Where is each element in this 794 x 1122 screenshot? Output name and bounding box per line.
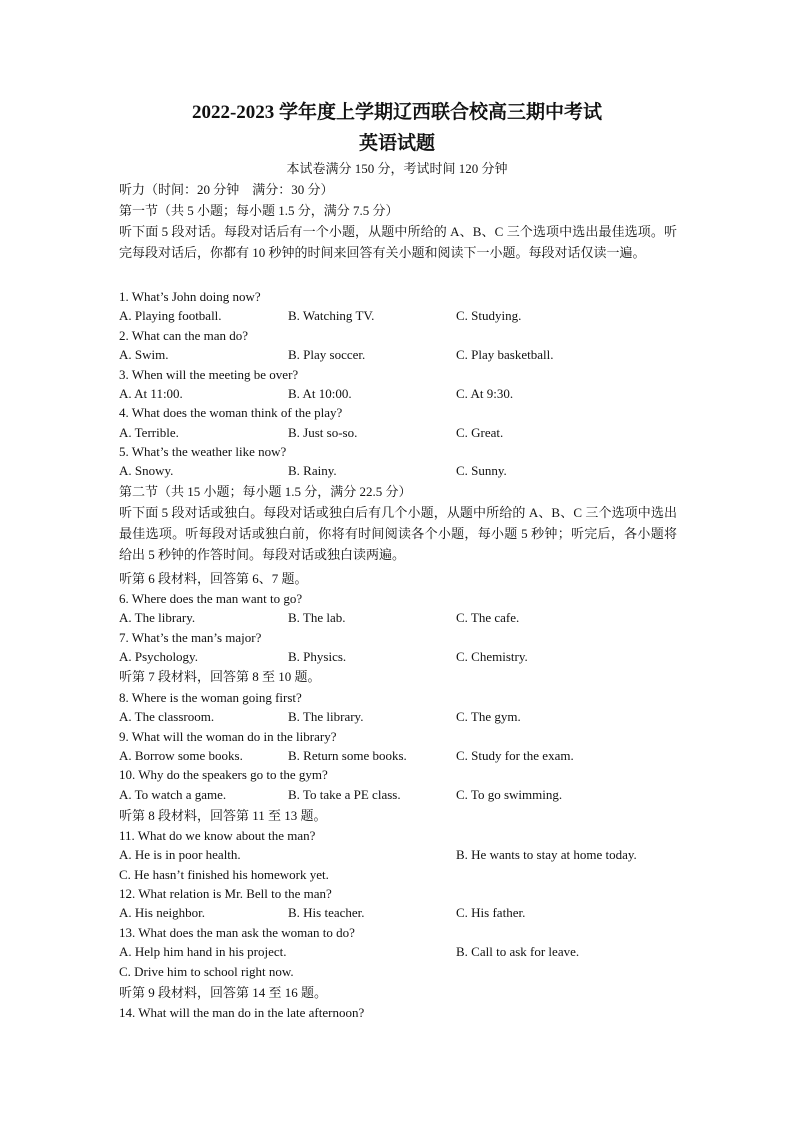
option-c: C. The cafe. (456, 610, 520, 625)
option-b: B. Rainy. (288, 463, 337, 478)
option-a: A. His neighbor. (119, 905, 205, 920)
option-a: A. Borrow some books. (119, 748, 243, 763)
options-6 (119, 608, 719, 627)
options-4 (119, 423, 719, 442)
option-b: B. At 10:00. (288, 386, 352, 401)
options-2 (119, 345, 719, 364)
question-1: 1. What’s John doing now? (119, 289, 261, 304)
listening-header: 听力（时间：20 分钟 满分：30 分） (119, 182, 334, 197)
option-b: B. He wants to stay at home today. (456, 847, 637, 862)
question-12: 12. What relation is Mr. Bell to the man? (119, 886, 332, 901)
option-c: C. Great. (456, 425, 504, 440)
material-7-heading: 听第 7 段材料，回答第 8 至 10 题。 (119, 669, 321, 684)
option-c: C. Sunny. (456, 463, 507, 478)
option-a: A. Playing football. (119, 308, 222, 323)
options-10 (119, 785, 719, 804)
option-b: B. Call to ask for leave. (456, 944, 580, 959)
option-b: B. Just so-so. (288, 425, 358, 440)
exam-info: 本试卷满分 150 分，考试时间 120 分钟 (286, 161, 508, 176)
option-b: B. His teacher. (288, 905, 365, 920)
exam-subtitle: 英语试题 (358, 133, 435, 154)
option-c: C. Study for the exam. (456, 748, 574, 763)
option-b: B. Play soccer. (288, 347, 366, 362)
option-c: C. Chemistry. (456, 649, 528, 664)
options-9 (119, 746, 719, 765)
section2-instructions: 听下面 5 段对话或独白。每段对话或独白后有几个小题，从题中所给的 A、B、C 三个选项中选出最佳选项。听每段对话或独白前，你将有时间阅读各个小题，每小题 5 秒钟；听完后，各小题将给出 5 秒钟的作答时间。每段对话或独白读两遍。 (119, 505, 677, 562)
option-b: B. Watching TV. (288, 308, 375, 323)
section2-header: 第二节（共 15 小题；每小题 1.5 分，满分 22.5 分） (119, 484, 412, 499)
option-c: C. The gym. (456, 709, 521, 724)
question-10: 10. Why do the speakers go to the gym? (119, 767, 328, 782)
exam-title: 2022-2023 学年度上学期辽西联合校高三期中考试 (191, 102, 603, 123)
option-b: B. Return some books. (288, 748, 407, 763)
options-1 (119, 306, 719, 325)
option-a: A. Psychology. (119, 649, 198, 664)
question-8: 8. Where is the woman going first? (119, 690, 302, 705)
option-b: B. Physics. (288, 649, 347, 664)
section1-header: 第一节（共 5 小题；每小题 1.5 分，满分 7.5 分） (119, 203, 399, 218)
section1-instructions: 听下面 5 段对话。每段对话后有一个小题，从题中所给的 A、B、C 三个选项中选出最佳选项。听完每段对话后，你都有 10 秒钟的时间来回答有关小题和阅读下一小题。每段对话仅读一遍。 (119, 224, 677, 260)
question-4: 4. What does the woman think of the play? (119, 405, 343, 420)
question-5: 5. What’s the weather like now? (119, 444, 287, 459)
option-b: B. To take a PE class. (288, 787, 401, 802)
option-c: C. To go swimming. (456, 787, 563, 802)
option-a: A. The classroom. (119, 709, 215, 724)
option-a: A. Snowy. (119, 463, 174, 478)
options-8 (119, 707, 719, 726)
option-c: C. Drive him to school right now. (119, 964, 294, 979)
option-c: C. His father. (456, 905, 526, 920)
option-a: A. Help him hand in his project. (119, 944, 287, 959)
option-b: B. The library. (288, 709, 364, 724)
option-a: A. Swim. (119, 347, 169, 362)
option-c: C. He hasn’t finished his homework yet. (119, 867, 329, 882)
option-c: C. Play basketball. (456, 347, 554, 362)
options-13-ab (119, 942, 719, 961)
option-a: A. Terrible. (119, 425, 179, 440)
options-5 (119, 461, 719, 480)
option-c: C. At 9:30. (456, 386, 514, 401)
question-11: 11. What do we know about the man? (119, 828, 316, 843)
option-a: A. He is in poor health. (119, 847, 241, 862)
question-2: 2. What can the man do? (119, 328, 248, 343)
option-a: A. At 11:00. (119, 386, 183, 401)
question-14: 14. What will the man do in the late afternoon? (119, 1005, 365, 1020)
question-7: 7. What’s the man’s major? (119, 630, 262, 645)
question-13: 13. What does the man ask the woman to do? (119, 925, 355, 940)
option-b: B. The lab. (288, 610, 346, 625)
question-3: 3. When will the meeting be over? (119, 367, 299, 382)
option-c: C. Studying. (456, 308, 522, 323)
options-7 (119, 647, 719, 666)
material-8-heading: 听第 8 段材料，回答第 11 至 13 题。 (119, 808, 327, 823)
options-11-ab (119, 845, 719, 864)
option-a: A. The library. (119, 610, 196, 625)
question-9: 9. What will the woman do in the library? (119, 729, 337, 744)
options-12 (119, 903, 719, 922)
question-6: 6. Where does the man want to go? (119, 591, 303, 606)
options-3 (119, 384, 719, 403)
material-6-heading: 听第 6 段材料，回答第 6、7 题。 (119, 571, 308, 586)
material-9-heading: 听第 9 段材料，回答第 14 至 16 题。 (119, 985, 328, 1000)
option-a: A. To watch a game. (119, 787, 227, 802)
